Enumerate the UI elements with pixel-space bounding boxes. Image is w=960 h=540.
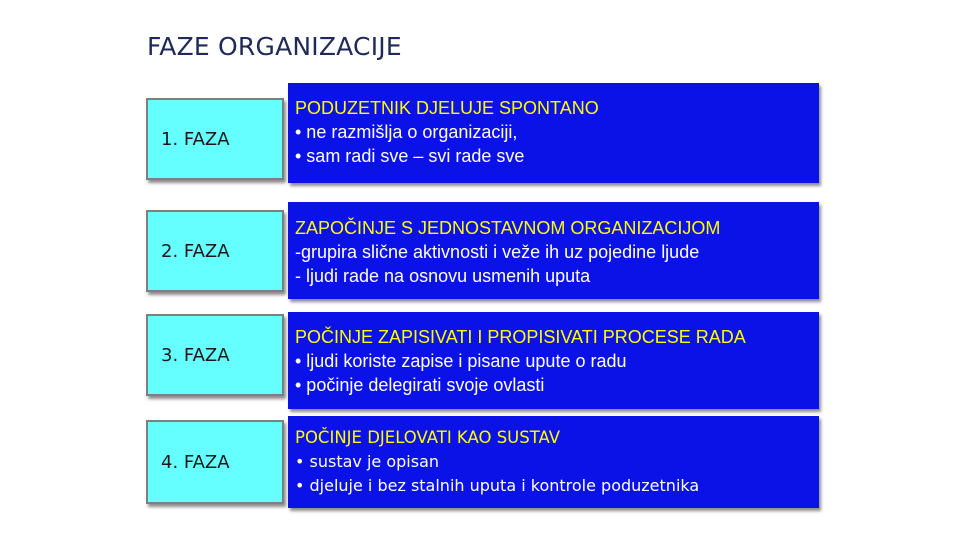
phase-1-line-1: • ne razmišlja o organizaciji, bbox=[295, 122, 518, 142]
phase-1-heading: PODUZETNIK DJELUJE SPONTANO bbox=[295, 98, 599, 118]
phase-4-description bbox=[288, 416, 819, 508]
phase-4-line-2: • djeluje i bez stalnih uputa i kontrole poduzetnika bbox=[295, 476, 700, 495]
phase-1-label: 1. FAZA bbox=[146, 98, 284, 180]
phase-2-line-1: -grupira slične aktivnosti i veže ih uz pojedine ljude bbox=[295, 242, 700, 262]
phase-4-line-1: • sustav je opisan bbox=[295, 452, 440, 471]
phase-3-line-2: • počinje delegirati svoje ovlasti bbox=[295, 375, 545, 395]
page-title: FAZE ORGANIZACIJE bbox=[147, 32, 402, 61]
phase-2-description bbox=[288, 202, 819, 299]
phase-2-line-2: - ljudi rade na osnovu usmenih uputa bbox=[295, 266, 591, 286]
phase-3-line-1: • ljudi koriste zapise i pisane upute o radu bbox=[295, 351, 627, 371]
phase-1-line-2: • sam radi sve – svi rade sve bbox=[295, 146, 525, 166]
phase-2-heading: ZAPOČINJE S JEDNOSTAVNOM ORGANIZACIJOM bbox=[295, 218, 721, 238]
phase-1-description bbox=[288, 83, 819, 183]
phase-3-description bbox=[288, 312, 819, 409]
phase-4-label: 4. FAZA bbox=[146, 420, 284, 504]
phase-3-heading: POČINJE ZAPISIVATI I PROPISIVATI PROCESE RADA bbox=[295, 327, 746, 347]
phase-2-label: 2. FAZA bbox=[146, 210, 284, 292]
phase-4-heading: POČINJE DJELOVATI KAO SUSTAV bbox=[295, 428, 561, 447]
phase-3-label: 3. FAZA bbox=[146, 314, 284, 396]
